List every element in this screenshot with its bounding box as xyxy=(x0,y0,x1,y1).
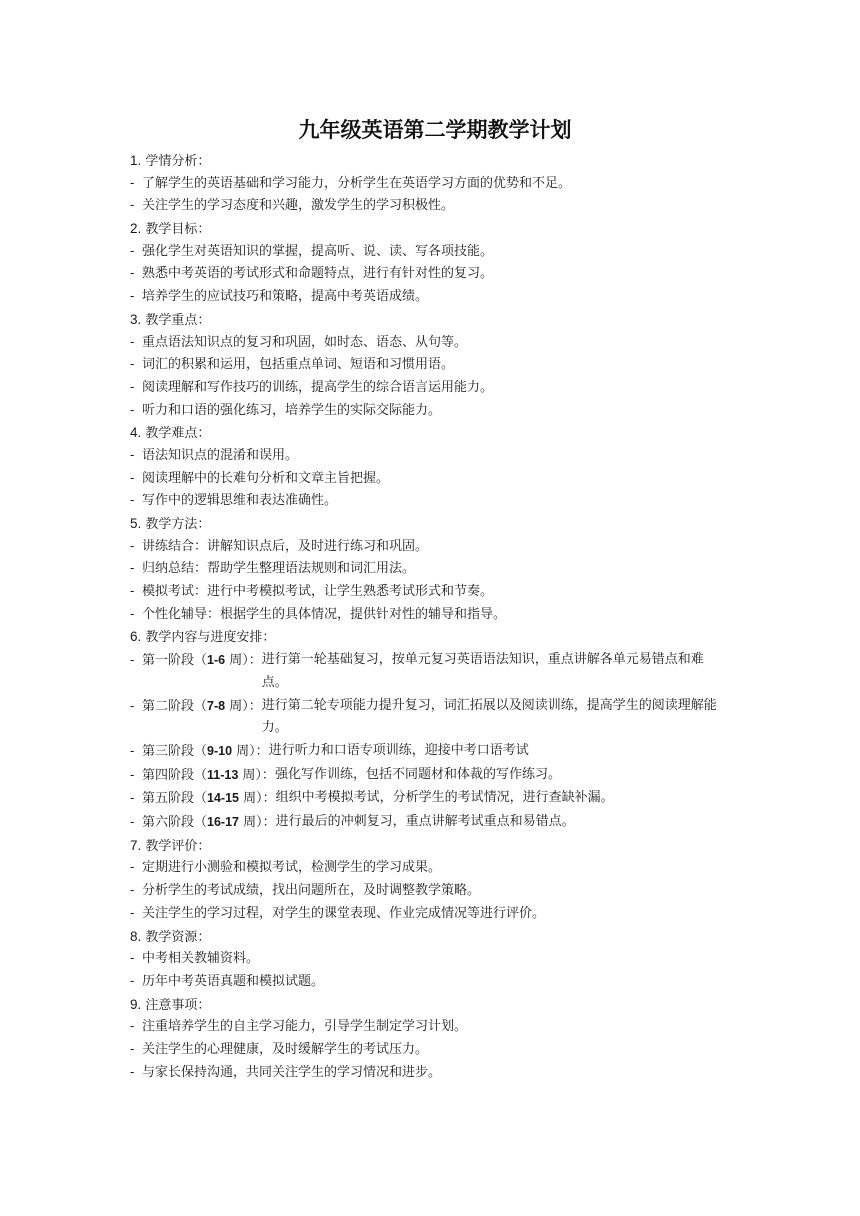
bullet-dash: - xyxy=(130,538,135,554)
stage-unit: 周）： xyxy=(225,698,262,714)
stage-weeks: 7-8 xyxy=(207,698,226,713)
stage-name: 第六阶段（ xyxy=(142,815,208,831)
section-number: 9. xyxy=(130,996,142,1012)
bullet-dash: - xyxy=(130,561,135,577)
document-title: 九年级英语第二学期教学计划 xyxy=(298,118,572,142)
section-title: 教学资源： xyxy=(145,929,211,945)
list-item-text: 听力和口语的强化练习，培养学生的实际交际能力。 xyxy=(142,402,442,418)
stage-unit: 周）： xyxy=(232,743,269,759)
stage-label xyxy=(130,764,275,788)
stage-name: 第二阶段（ xyxy=(142,698,208,714)
section-heading xyxy=(130,150,740,173)
stage-name: 第五阶段（ xyxy=(142,791,208,807)
section-heading xyxy=(130,218,740,241)
stage-weeks: 1-6 xyxy=(207,653,226,668)
list-item xyxy=(130,948,740,971)
list-item-text: 阅读理解中的长难句分析和文章主旨把握。 xyxy=(142,470,390,486)
schedule-stage xyxy=(130,811,740,835)
list-item xyxy=(130,558,740,581)
bullet-dash: - xyxy=(130,470,135,486)
schedule-stage xyxy=(130,764,740,788)
bullet-dash: - xyxy=(130,266,135,282)
section-heading xyxy=(130,835,740,858)
bullet-dash: - xyxy=(130,973,135,989)
list-item-text: 中考相关教辅资料。 xyxy=(142,951,260,967)
list-item-text: 关注学生的学习态度和兴趣，激发学生的学习积极性。 xyxy=(142,198,455,214)
stage-unit: 周）： xyxy=(225,653,262,669)
section-number: 5. xyxy=(130,516,142,531)
bullet-dash: - xyxy=(130,402,135,418)
bullet-dash: - xyxy=(130,243,135,259)
list-item-text: 与家长保持沟通，共同关注学生的学习情况和进步。 xyxy=(142,1064,442,1080)
list-item-text: 注重培养学生的自主学习能力，引导学生制定学习计划。 xyxy=(142,1019,468,1035)
list-item-text: 熟悉中考英语的考试形式和命题特点，进行有针对性的复习。 xyxy=(142,266,494,282)
bullet-dash: - xyxy=(130,606,135,622)
stage-weeks: 11-13 xyxy=(207,767,239,782)
section-heading xyxy=(130,422,740,445)
bullet-dash: - xyxy=(130,653,135,669)
stage-description: 进行听力和口语专项训练，迎接中考口语考试 xyxy=(268,742,529,758)
list-item xyxy=(130,332,740,355)
list-item-text: 分析学生的考试成绩，找出问题所在，及时调整教学策略。 xyxy=(142,883,481,899)
list-item xyxy=(130,536,740,559)
stage-description: 组织中考模拟考试，分析学生的考试情况，进行查缺补漏。 xyxy=(275,790,614,806)
bullet-dash: - xyxy=(130,198,135,214)
stage-label xyxy=(130,649,262,694)
section-title: 学情分析： xyxy=(145,154,211,169)
list-item xyxy=(130,971,740,994)
bullet-dash: - xyxy=(130,584,135,600)
list-item-text: 了解学生的英语基础和学习能力，分析学生在英语学习方面的优势和不足。 xyxy=(142,175,572,191)
bullet-dash: - xyxy=(130,905,135,921)
section-heading xyxy=(130,309,740,332)
stage-weeks: 16-17 xyxy=(207,815,239,830)
list-item xyxy=(130,263,740,286)
list-item xyxy=(130,173,740,196)
bullet-dash: - xyxy=(130,1019,135,1035)
bullet-dash: - xyxy=(130,379,135,395)
section-number: 8. xyxy=(130,928,142,944)
list-item xyxy=(130,1039,740,1062)
list-item-text: 模拟考试：进行中考模拟考试，让学生熟悉考试形式和节奏。 xyxy=(142,584,494,600)
bullet-dash: - xyxy=(130,951,135,967)
list-item xyxy=(130,880,740,903)
list-item-text: 培养学生的应试技巧和策略，提高中考英语成绩。 xyxy=(142,289,429,305)
list-item-text: 语法知识点的混淆和误用。 xyxy=(142,447,299,463)
section-title: 教学内容与进度安排： xyxy=(145,630,276,646)
stage-unit: 周）： xyxy=(239,815,276,831)
list-item xyxy=(130,857,740,880)
schedule-stage xyxy=(130,740,740,764)
stage-description: 进行最后的冲刺复习，重点讲解考试重点和易错点。 xyxy=(275,814,575,830)
bullet-dash: - xyxy=(130,791,135,807)
bullet-dash: - xyxy=(130,815,135,831)
bullet-dash: - xyxy=(130,767,135,783)
list-item xyxy=(130,903,740,926)
list-item xyxy=(130,581,740,604)
section-title: 教学重点： xyxy=(145,312,211,328)
stage-description: 进行第一轮基础复习，按单元复习英语语法知识，重点讲解各单元易错点和难点。 xyxy=(261,652,704,690)
section-number: 3. xyxy=(130,311,142,327)
stage-label xyxy=(130,811,276,835)
list-item-text: 重点语法知识点的复习和巩固，如时态、语态、从句等。 xyxy=(142,334,468,350)
list-item-text: 阅读理解和写作技巧的训练，提高学生的综合语言运用能力。 xyxy=(142,379,494,395)
list-item-text: 关注学生的心理健康，及时缓解学生的考试压力。 xyxy=(142,1041,429,1057)
section-title: 教学方法： xyxy=(145,517,211,532)
stage-label xyxy=(130,740,269,764)
bullet-dash: - xyxy=(130,1041,135,1057)
list-item-text: 词汇的积累和运用，包括重点单词、短语和习惯用语。 xyxy=(142,357,455,373)
list-item-text: 写作中的逻辑思维和表达准确性。 xyxy=(142,493,338,509)
list-item-text: 个性化辅导：根据学生的具体情况，提供针对性的辅导和指导。 xyxy=(142,606,507,622)
list-item xyxy=(130,604,740,627)
list-item xyxy=(130,195,740,218)
section-number: 2. xyxy=(130,221,142,237)
section-title: 教学评价： xyxy=(145,838,211,854)
list-item xyxy=(130,377,740,400)
bullet-dash: - xyxy=(130,447,135,463)
section-heading xyxy=(130,513,740,536)
section-number: 7. xyxy=(130,837,142,853)
list-item xyxy=(130,468,740,491)
list-item-text: 归纳总结：帮助学生整理语法规则和词汇用法。 xyxy=(142,561,416,577)
stage-description: 强化写作训练，包括不同题材和体裁的写作练习。 xyxy=(274,766,561,782)
section-number: 4. xyxy=(130,425,142,441)
list-item xyxy=(130,1016,740,1039)
section-heading xyxy=(130,926,740,949)
bullet-dash: - xyxy=(130,493,135,509)
bullet-dash: - xyxy=(130,334,135,350)
section-heading xyxy=(130,626,740,649)
bullet-dash: - xyxy=(130,289,135,305)
schedule-stage xyxy=(130,649,740,694)
bullet-dash: - xyxy=(130,743,135,759)
bullet-dash: - xyxy=(130,860,135,876)
bullet-dash: - xyxy=(130,698,135,714)
document-page xyxy=(130,112,740,1084)
list-item-text: 讲练结合：讲解知识点后，及时进行练习和巩固。 xyxy=(142,538,429,554)
section-title: 注意事项： xyxy=(145,997,211,1013)
stage-name: 第一阶段（ xyxy=(142,653,208,669)
list-item-text: 强化学生对英语知识的掌握，提高听、说、读、写各项技能。 xyxy=(142,243,494,259)
stage-description: 进行第二轮专项能力提升复习，词汇拓展以及阅读训练，提高学生的阅读理解能力。 xyxy=(261,697,717,736)
stage-unit: 周）： xyxy=(239,791,276,807)
bullet-dash: - xyxy=(130,175,135,191)
document-body xyxy=(130,150,740,1084)
bullet-dash: - xyxy=(130,1064,135,1080)
stage-name: 第四阶段（ xyxy=(142,767,208,783)
stage-label xyxy=(130,787,276,811)
stage-label xyxy=(130,695,262,740)
section-title: 教学目标： xyxy=(145,222,211,238)
list-item xyxy=(130,490,740,513)
list-item-text: 定期进行小测验和模拟考试，检测学生的学习成果。 xyxy=(142,860,442,876)
schedule-stage xyxy=(130,695,740,740)
list-item xyxy=(130,400,740,423)
section-heading xyxy=(130,994,740,1017)
schedule-stage xyxy=(130,787,740,811)
list-item xyxy=(130,286,740,309)
section-number: 6. xyxy=(130,629,142,645)
list-item-text: 关注学生的学习过程，对学生的课堂表现、作业完成情况等进行评价。 xyxy=(142,905,546,921)
stage-unit: 周）： xyxy=(238,767,275,783)
list-item xyxy=(130,241,740,264)
bullet-dash: - xyxy=(130,357,135,373)
list-item xyxy=(130,445,740,468)
list-item xyxy=(130,1062,740,1085)
list-item-text: 历年中考英语真题和模拟试题。 xyxy=(142,973,325,989)
bullet-dash: - xyxy=(130,883,135,899)
stage-weeks: 14-15 xyxy=(207,791,239,806)
section-title: 教学难点： xyxy=(145,426,211,442)
stage-name: 第三阶段（ xyxy=(142,743,208,759)
stage-weeks: 9-10 xyxy=(207,743,233,758)
section-number: 1. xyxy=(130,153,142,168)
list-item xyxy=(130,354,740,377)
